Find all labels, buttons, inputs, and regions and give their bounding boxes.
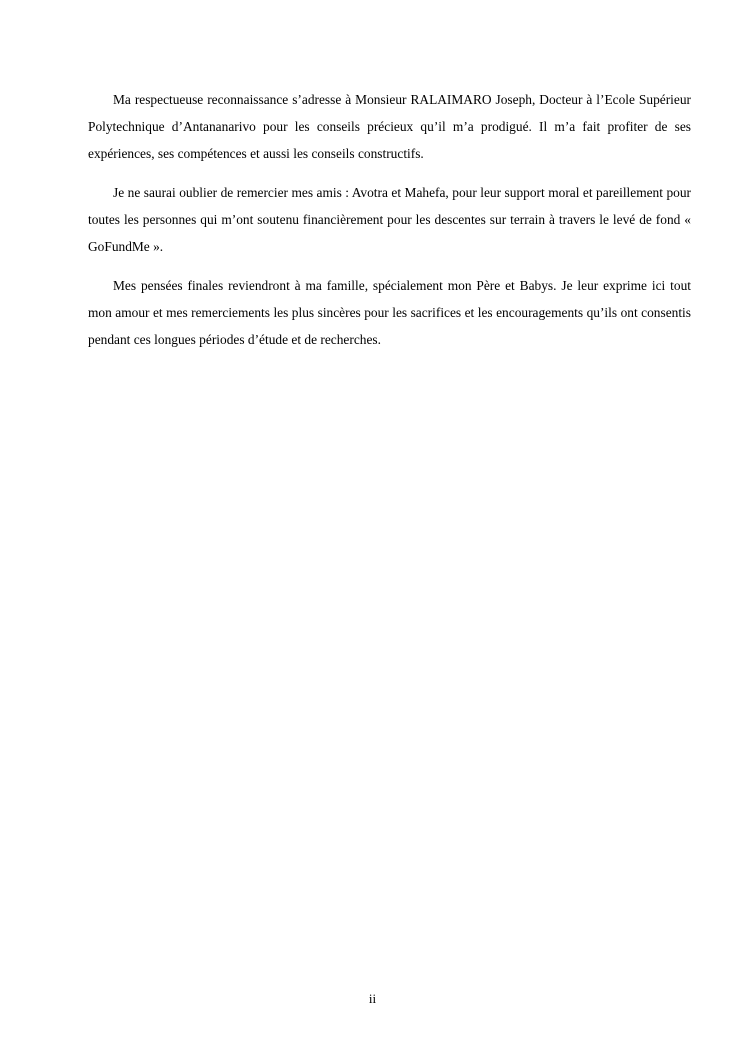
paragraph-acknowledgement-supervisor: Ma respectueuse reconnaissance s’adresse à Monsieur RALAIMARO Joseph, Docteur à l’Ecole Supérieur Polytechnique d’Antananarivo pour les conseils précieux qu’il m’a prodigué. Il m’a fait profiter de ses expériences, ses compétences et aussi les conseils constructifs. xyxy=(88,92,691,161)
paragraph-acknowledgement-friends: Je ne saurai oublier de remercier mes amis : Avotra et Mahefa, pour leur support moral et pareillement pour toutes les personnes qui m’ont soutenu financièrement pour les descentes sur terrain à travers le levé de fond « GoFundMe ». xyxy=(88,185,691,254)
page-number: ii xyxy=(368,991,377,1006)
paragraph-acknowledgement-family: Mes pensées finales reviendront à ma famille, spécialement mon Père et Babys. Je leur exprime ici tout mon amour et mes remerciements les plus sincères pour les sacrifices et les encouragements qu’ils ont consentis pendant ces longues périodes d’étude et de recherches. xyxy=(88,278,691,347)
document-body xyxy=(88,86,691,365)
